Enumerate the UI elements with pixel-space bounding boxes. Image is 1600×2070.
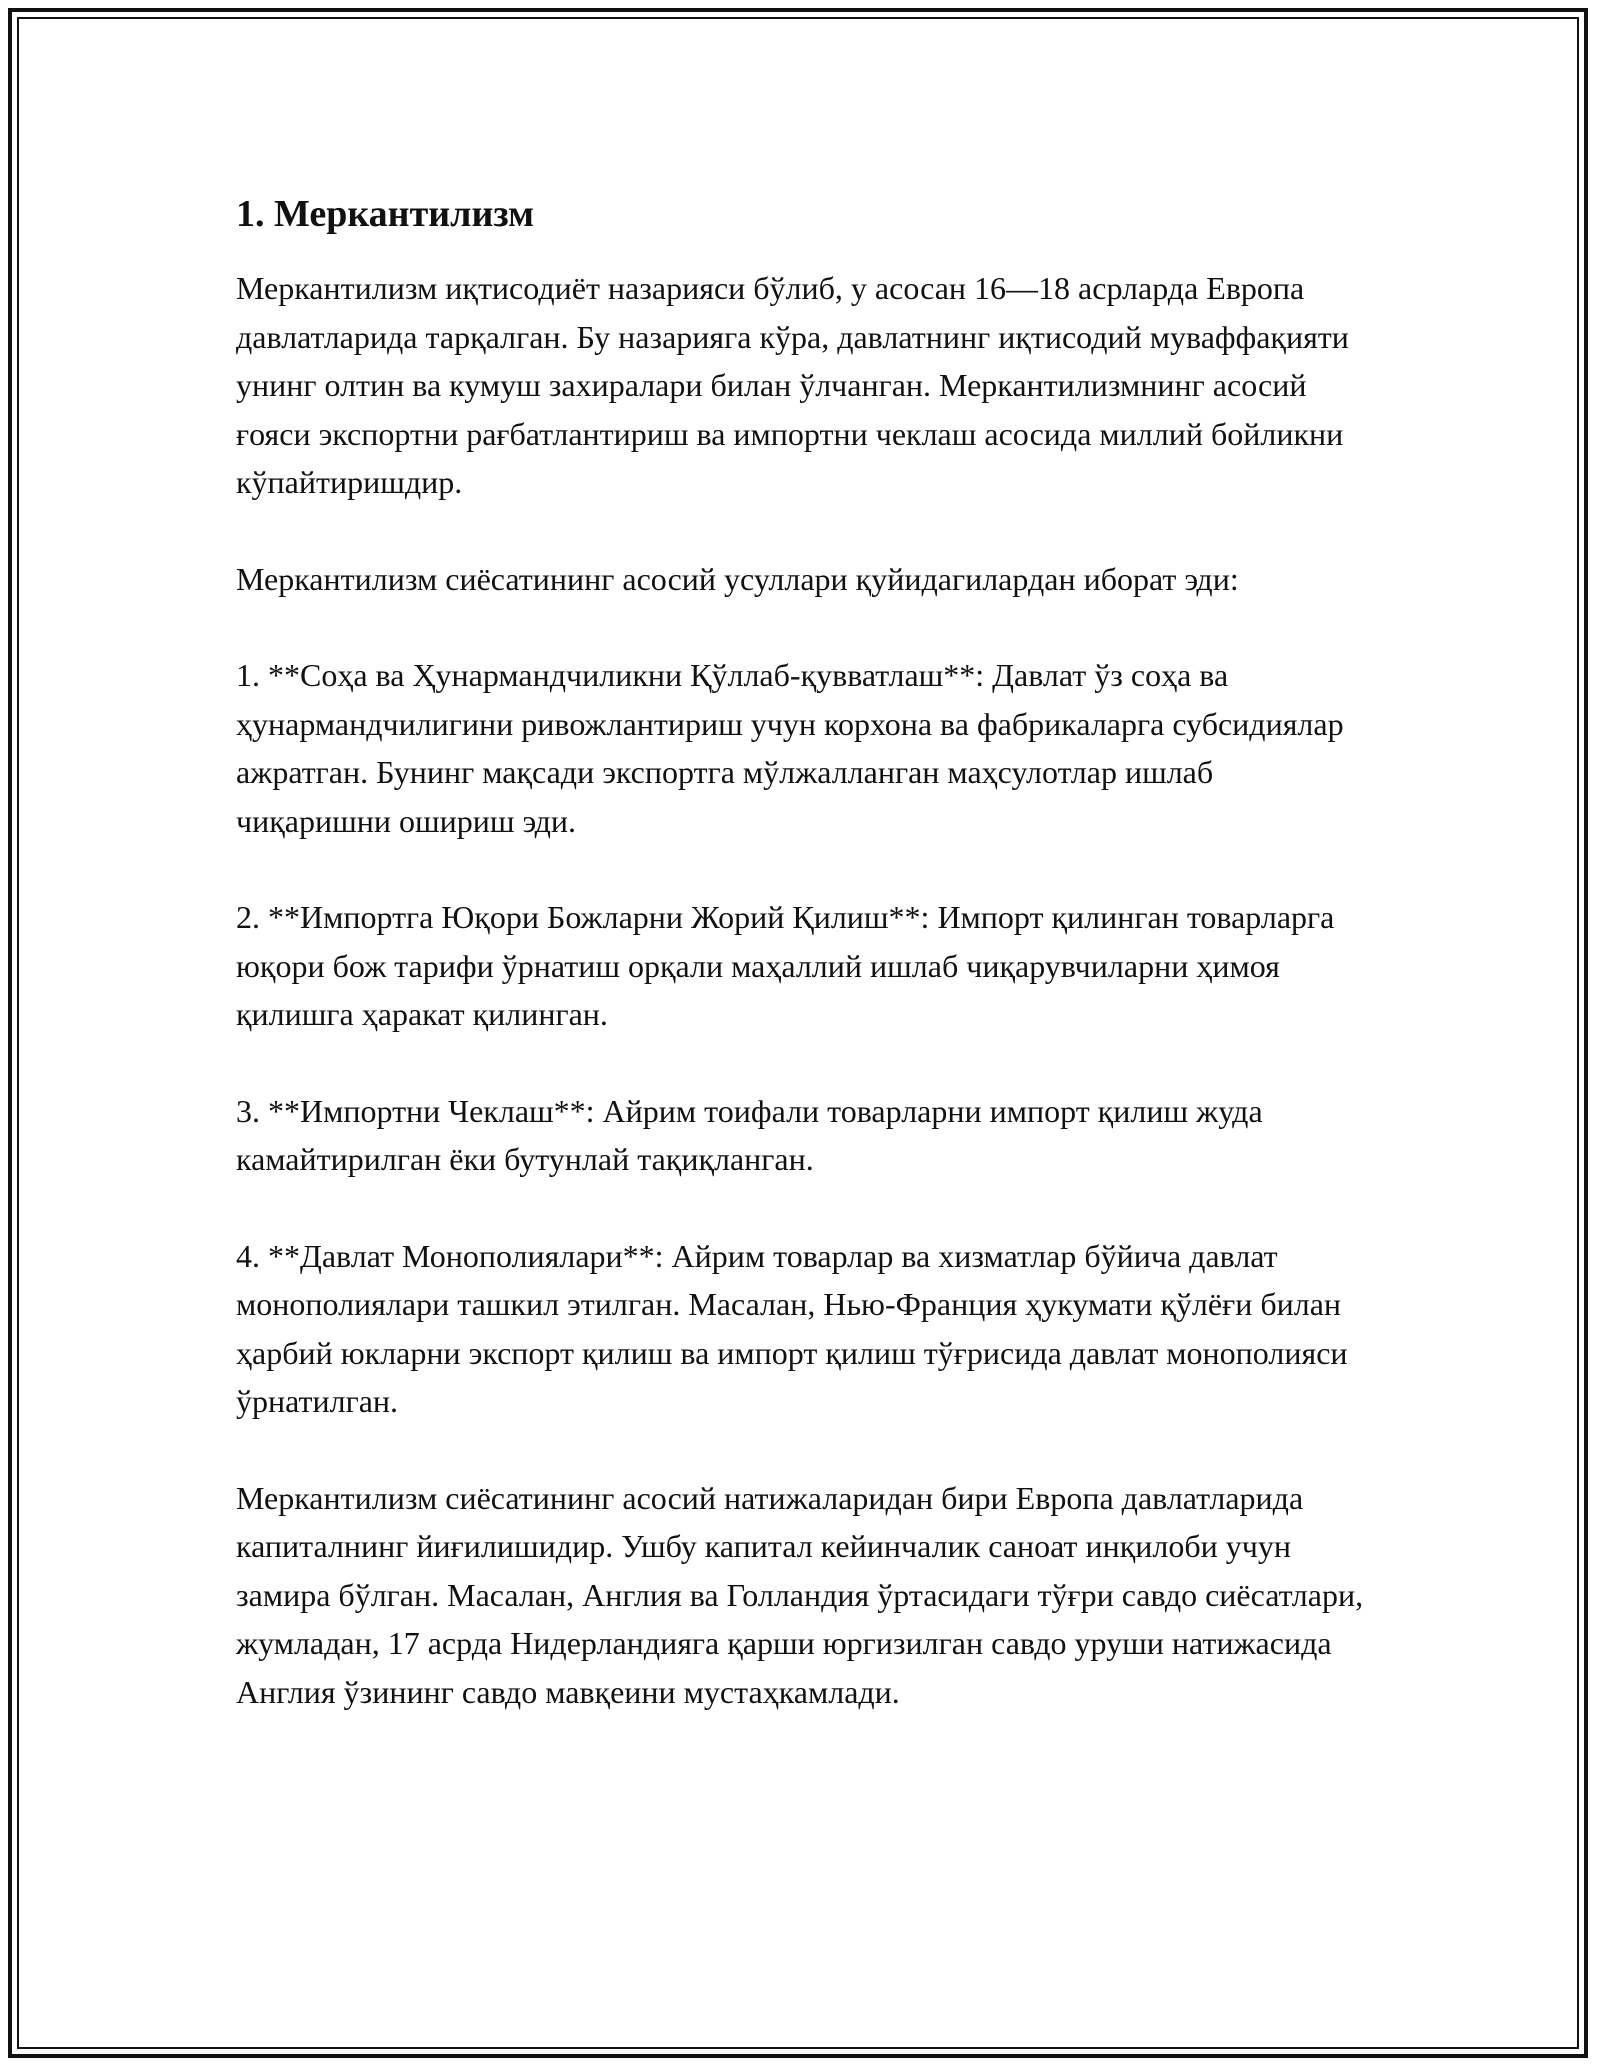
method-item-1: 1. **Соҳа ва Ҳунармандчиликни Қўллаб-қувватлаш**: Давлат ўз соҳа ва ҳунармандчилигини ривожлантириш учун корхона ва фабрикаларга субсидиялар ажратган. Бунинг мақсади экспортга мўлжалланган маҳсулотлар ишлаб чиқаришни ошириш эди. [236, 657, 1344, 839]
method-item-2: 2. **Импортга Юқори Божларни Жорий Қилиш**: Импорт қилинган товарларга юқори бож тарифи ўрнатиш орқали маҳаллий ишлаб чиқарувчиларни ҳимоя қилишга ҳаракат қилинган. [236, 899, 1335, 1032]
methods-intro-paragraph: Меркантилизм сиёсатининг асосий усуллари қуйидагилардан иборат эди: [236, 560, 1239, 597]
intro-paragraph: Меркантилизм иқтисодиёт назарияси бўлиб, у асосан 16—18 асрларда Европа давлатларида тарқалган. Бу назарияга кўра, давлатнинг иқтисодий муваффақияти унинг олтин ва кумуш захиралари билан ўлчанган. Меркантилизмнинг асосий ғояси экспортни рағбатлантириш ва импортни чеклаш асосида миллий бойликни кўпайтиришдир. [236, 270, 1349, 500]
conclusion-paragraph: Меркантилизм сиёсатининг асосий натижаларидан бири Европа давлатларида капиталнинг йиғилишидир. Ушбу капитал кейинчалик саноат инқилоби учун замира бўлган. Масалан, Англия ва Голландия ўртасидаги тўғри савдо сиёсатлари, жумладан, 17 асрда Нидерландияга қарши юргизилган савдо уруши натижасида Англия ўзининг савдо мавқеини мустаҳкамлади. [236, 1479, 1364, 1710]
section-heading: 1. Меркантилизм [236, 193, 534, 235]
method-item-3: 3. **Импортни Чеклаш**: Айрим тоифали товарларни импорт қилиш жуда камайтирилган ёки бутунлай тақиқланган. [236, 1092, 1263, 1177]
method-item-4: 4. **Давлат Монополиялари**: Айрим товарлар ва хизматлар бўйича давлат монополиялари ташкил этилган. Масалан, Нью-Франция ҳукумати қўлёғи билан ҳарбий юкларни экспорт қилиш ва импорт қилиш тўғрисида давлат монополияси ўрнатилган. [236, 1237, 1348, 1419]
document-page [236, 186, 1366, 1764]
